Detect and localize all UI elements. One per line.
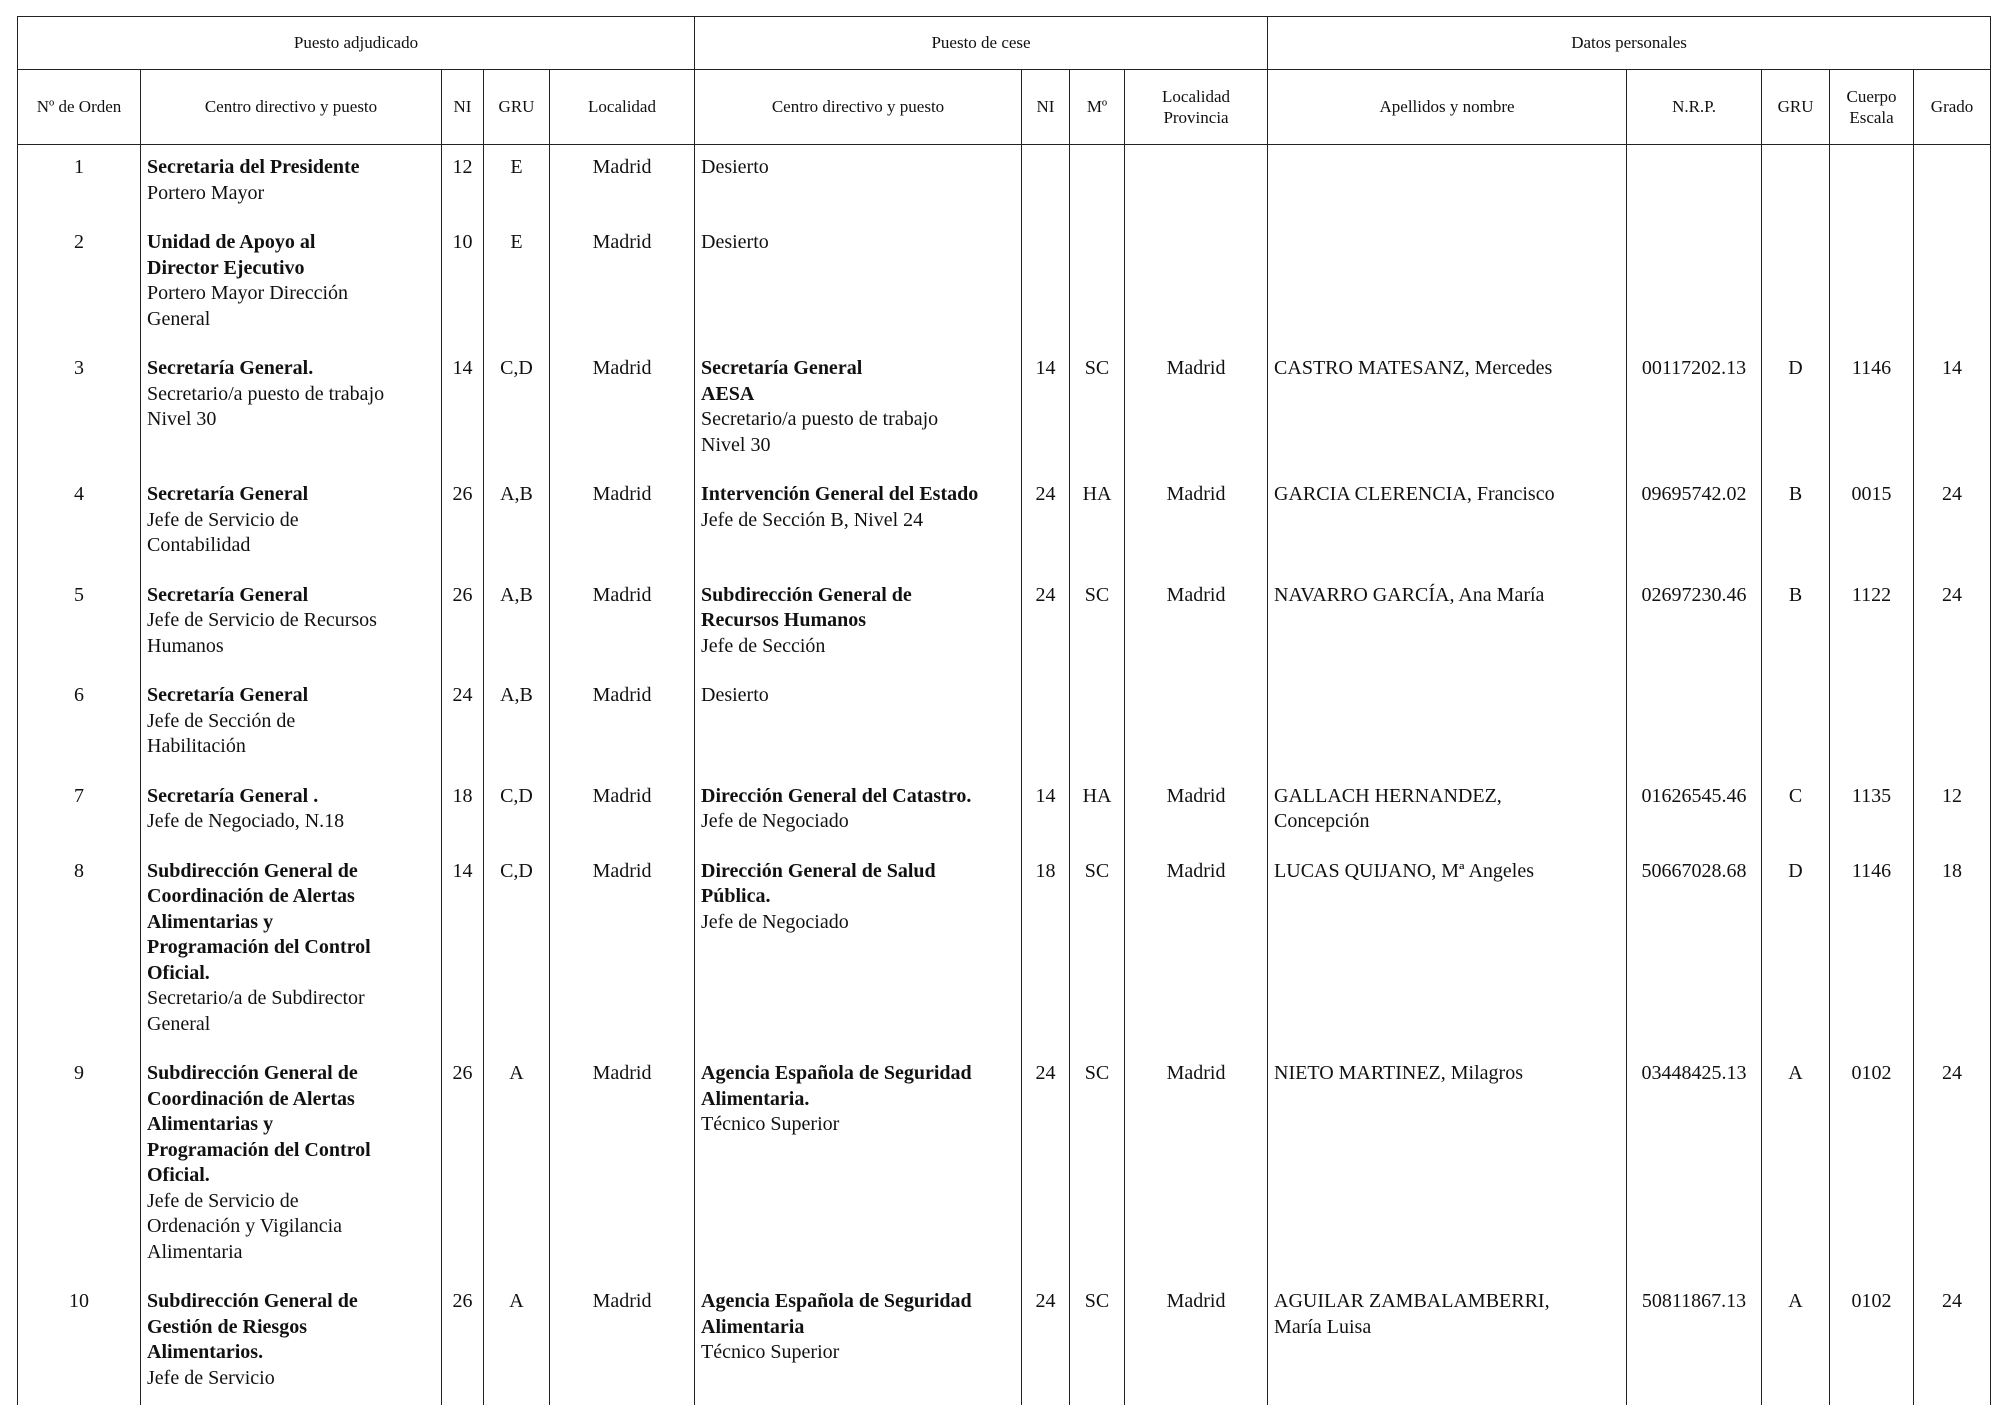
- cell-cese-localidad: Madrid: [1125, 1051, 1268, 1279]
- cell-cese-localidad: [1125, 145, 1268, 221]
- table-row: [18, 145, 1991, 221]
- adjudicado-unit-line: Secretaría General.: [147, 356, 437, 382]
- adjudicado-post-line: Jefe de Servicio de: [147, 508, 437, 534]
- cell-cese-ni: [1022, 220, 1070, 346]
- cell-ni: 26: [442, 1279, 484, 1405]
- cell-localidad: Madrid: [550, 220, 695, 346]
- col-cese-localidad: [1125, 70, 1268, 145]
- cell-apellidos: [1268, 573, 1627, 674]
- cell-ni: 18: [442, 774, 484, 849]
- cell-cese-ni: 18: [1022, 849, 1070, 1052]
- adjudicado-post-line: Jefe de Sección de: [147, 709, 437, 735]
- cell-nrp: 00117202.13: [1627, 346, 1762, 472]
- cell-cese-ni: [1022, 673, 1070, 774]
- cell-grado: 24: [1914, 1051, 1991, 1279]
- table-body: [18, 145, 1991, 1405]
- group-puesto-cese: Puesto de cese: [695, 17, 1268, 70]
- col-centro: Centro directivo y puesto: [141, 70, 442, 145]
- cell-orden: 1: [18, 145, 141, 221]
- cell-gru: A,B: [484, 573, 550, 674]
- cell-cese-centro: [695, 220, 1022, 346]
- cell-cese-ni: [1022, 145, 1070, 221]
- apellidos-line: GALLACH HERNANDEZ,: [1274, 784, 1622, 810]
- adjudicado-post-line: Jefe de Servicio de Recursos: [147, 608, 437, 634]
- adjudicado-post-line: Nivel 30: [147, 407, 437, 433]
- cell-personal-gru: D: [1762, 346, 1830, 472]
- cell-nrp: [1627, 145, 1762, 221]
- cell-orden: 3: [18, 346, 141, 472]
- cell-ni: 26: [442, 472, 484, 573]
- cese-post-line: Jefe de Negociado: [701, 910, 1017, 936]
- cell-apellidos: [1268, 346, 1627, 472]
- cese-unit-line: Alimentaria.: [701, 1087, 1017, 1113]
- adjudicado-unit-line: Secretaría General: [147, 482, 437, 508]
- cell-gru: A,B: [484, 673, 550, 774]
- table-row: [18, 1279, 1991, 1405]
- table-row: [18, 220, 1991, 346]
- cell-cese-ni: 24: [1022, 472, 1070, 573]
- adjudicado-post-line: Secretario/a de Subdirector: [147, 986, 437, 1012]
- col-cuerpo-line1: Cuerpo: [1830, 86, 1913, 107]
- cell-personal-gru: D: [1762, 849, 1830, 1052]
- cell-ni: 24: [442, 673, 484, 774]
- cell-cese-localidad: Madrid: [1125, 573, 1268, 674]
- adjudicado-unit-line: Alimentarias y: [147, 910, 437, 936]
- table-row: [18, 673, 1991, 774]
- col-cuerpo-line2: Escala: [1830, 107, 1913, 128]
- adjudicado-post-line: Humanos: [147, 634, 437, 660]
- cese-unit-line: AESA: [701, 382, 1017, 408]
- cell-cese-centro: [695, 145, 1022, 221]
- cell-cese-ni: 24: [1022, 573, 1070, 674]
- adjudicado-unit-line: Coordinación de Alertas: [147, 1087, 437, 1113]
- cese-post-line: Desierto: [701, 155, 1017, 181]
- cese-unit-line: Secretaría General: [701, 356, 1017, 382]
- col-gru: GRU: [484, 70, 550, 145]
- cell-grado: 18: [1914, 849, 1991, 1052]
- col-cese-localidad-line1: Localidad: [1125, 86, 1267, 107]
- col-ni: NI: [442, 70, 484, 145]
- adjudicado-unit-line: Coordinación de Alertas: [147, 884, 437, 910]
- cell-grado: 14: [1914, 346, 1991, 472]
- cell-nrp: 03448425.13: [1627, 1051, 1762, 1279]
- table-header: [18, 17, 1991, 145]
- apellidos-line: NIETO MARTINEZ, Milagros: [1274, 1061, 1622, 1087]
- cell-cese-m: SC: [1070, 849, 1125, 1052]
- adjudicado-post-line: General: [147, 1012, 437, 1038]
- cell-cuerpo: 1146: [1830, 346, 1914, 472]
- cell-ni: 12: [442, 145, 484, 221]
- cell-cese-m: HA: [1070, 774, 1125, 849]
- appointments-table: [17, 16, 1991, 1405]
- cell-personal-gru: C: [1762, 774, 1830, 849]
- col-nrp: N.R.P.: [1627, 70, 1762, 145]
- cese-unit-line: Dirección General del Catastro.: [701, 784, 1017, 810]
- adjudicado-unit-line: Secretaria del Presidente: [147, 155, 437, 181]
- cell-cese-centro: [695, 849, 1022, 1052]
- cell-nrp: 50667028.68: [1627, 849, 1762, 1052]
- cell-apellidos: [1268, 145, 1627, 221]
- table-row: [18, 849, 1991, 1052]
- cell-adjudicado-centro: [141, 220, 442, 346]
- cell-gru: C,D: [484, 346, 550, 472]
- cell-ni: 26: [442, 1051, 484, 1279]
- cese-unit-line: Subdirección General de: [701, 583, 1017, 609]
- cese-post-line: Desierto: [701, 230, 1017, 256]
- cell-grado: 24: [1914, 573, 1991, 674]
- cell-personal-gru: [1762, 673, 1830, 774]
- cell-grado: 24: [1914, 1279, 1991, 1405]
- cell-cuerpo: 0102: [1830, 1051, 1914, 1279]
- col-cese-localidad-line2: Provincia: [1125, 107, 1267, 128]
- cell-orden: 4: [18, 472, 141, 573]
- adjudicado-post-line: Portero Mayor: [147, 181, 437, 207]
- cell-cese-centro: [695, 573, 1022, 674]
- adjudicado-unit-line: Alimentarias y: [147, 1112, 437, 1138]
- adjudicado-post-line: Habilitación: [147, 734, 437, 760]
- col-grado: Grado: [1914, 70, 1991, 145]
- adjudicado-post-line: Alimentaria: [147, 1240, 437, 1266]
- adjudicado-unit-line: Subdirección General de: [147, 859, 437, 885]
- cell-apellidos: [1268, 1051, 1627, 1279]
- cell-adjudicado-centro: [141, 346, 442, 472]
- adjudicado-post-line: Secretario/a puesto de trabajo: [147, 382, 437, 408]
- adjudicado-unit-line: Director Ejecutivo: [147, 256, 437, 282]
- apellidos-line: María Luisa: [1274, 1315, 1622, 1341]
- cell-cuerpo: 1146: [1830, 849, 1914, 1052]
- cell-nrp: 50811867.13: [1627, 1279, 1762, 1405]
- col-cese-ni: NI: [1022, 70, 1070, 145]
- apellidos-line: AGUILAR ZAMBALAMBERRI,: [1274, 1289, 1622, 1315]
- apellidos-line: Concepción: [1274, 809, 1622, 835]
- cell-cese-centro: [695, 346, 1022, 472]
- cell-localidad: Madrid: [550, 1279, 695, 1405]
- cell-grado: 24: [1914, 472, 1991, 573]
- col-apellidos: Apellidos y nombre: [1268, 70, 1627, 145]
- col-cese-centro: Centro directivo y puesto: [695, 70, 1022, 145]
- cell-adjudicado-centro: [141, 673, 442, 774]
- cell-cuerpo: 0015: [1830, 472, 1914, 573]
- apellidos-line: GARCIA CLERENCIA, Francisco: [1274, 482, 1622, 508]
- col-cuerpo: [1830, 70, 1914, 145]
- cell-personal-gru: B: [1762, 573, 1830, 674]
- cell-grado: [1914, 220, 1991, 346]
- cell-adjudicado-centro: [141, 774, 442, 849]
- cell-apellidos: [1268, 673, 1627, 774]
- cell-cese-m: SC: [1070, 346, 1125, 472]
- cell-orden: 10: [18, 1279, 141, 1405]
- adjudicado-unit-line: Secretaría General: [147, 683, 437, 709]
- table-row: [18, 472, 1991, 573]
- col-personal-gru: GRU: [1762, 70, 1830, 145]
- cese-unit-line: Agencia Española de Seguridad: [701, 1061, 1017, 1087]
- cell-cuerpo: 1135: [1830, 774, 1914, 849]
- apellidos-line: CASTRO MATESANZ, Mercedes: [1274, 356, 1622, 382]
- group-header-row: [18, 17, 1991, 70]
- cell-gru: A: [484, 1051, 550, 1279]
- cell-cese-localidad: [1125, 220, 1268, 346]
- cese-post-line: Jefe de Sección: [701, 634, 1017, 660]
- cese-post-line: Desierto: [701, 683, 1017, 709]
- cell-cese-ni: 14: [1022, 346, 1070, 472]
- cese-post-line: Nivel 30: [701, 433, 1017, 459]
- cell-adjudicado-centro: [141, 145, 442, 221]
- cell-nrp: 01626545.46: [1627, 774, 1762, 849]
- cell-gru: A,B: [484, 472, 550, 573]
- cese-post-line: Técnico Superior: [701, 1112, 1017, 1138]
- cell-cese-centro: [695, 1051, 1022, 1279]
- cell-gru: A: [484, 1279, 550, 1405]
- cell-localidad: Madrid: [550, 673, 695, 774]
- cell-cese-centro: [695, 472, 1022, 573]
- cell-adjudicado-centro: [141, 1051, 442, 1279]
- cese-unit-line: Alimentaria: [701, 1315, 1017, 1341]
- cell-localidad: Madrid: [550, 774, 695, 849]
- table-row: [18, 573, 1991, 674]
- cell-grado: [1914, 673, 1991, 774]
- cell-cuerpo: [1830, 145, 1914, 221]
- cell-gru: C,D: [484, 774, 550, 849]
- col-localidad: Localidad: [550, 70, 695, 145]
- cell-gru: E: [484, 145, 550, 221]
- cell-cese-localidad: Madrid: [1125, 849, 1268, 1052]
- cell-cese-localidad: Madrid: [1125, 774, 1268, 849]
- cell-adjudicado-centro: [141, 849, 442, 1052]
- cell-adjudicado-centro: [141, 472, 442, 573]
- cell-apellidos: [1268, 1279, 1627, 1405]
- cell-cese-m: SC: [1070, 573, 1125, 674]
- cese-post-line: Técnico Superior: [701, 1340, 1017, 1366]
- cell-personal-gru: A: [1762, 1279, 1830, 1405]
- cese-unit-line: Recursos Humanos: [701, 608, 1017, 634]
- cell-cese-ni: 14: [1022, 774, 1070, 849]
- cell-nrp: [1627, 673, 1762, 774]
- cese-post-line: Secretario/a puesto de trabajo: [701, 407, 1017, 433]
- adjudicado-unit-line: Programación del Control: [147, 935, 437, 961]
- cell-cese-localidad: Madrid: [1125, 1279, 1268, 1405]
- cell-adjudicado-centro: [141, 573, 442, 674]
- cese-unit-line: Dirección General de Salud: [701, 859, 1017, 885]
- cese-post-line: Jefe de Sección B, Nivel 24: [701, 508, 1017, 534]
- cell-cuerpo: [1830, 220, 1914, 346]
- adjudicado-unit-line: Unidad de Apoyo al: [147, 230, 437, 256]
- cell-apellidos: [1268, 220, 1627, 346]
- group-datos-personales: Datos personales: [1268, 17, 1991, 70]
- cell-gru: C,D: [484, 849, 550, 1052]
- cell-orden: 6: [18, 673, 141, 774]
- cell-gru: E: [484, 220, 550, 346]
- cell-cese-ni: 24: [1022, 1051, 1070, 1279]
- adjudicado-unit-line: Subdirección General de: [147, 1061, 437, 1087]
- adjudicado-post-line: Contabilidad: [147, 533, 437, 559]
- col-orden: Nº de Orden: [18, 70, 141, 145]
- cell-cese-localidad: [1125, 673, 1268, 774]
- cell-ni: 14: [442, 849, 484, 1052]
- cell-localidad: Madrid: [550, 1051, 695, 1279]
- resolution-table-page: [17, 16, 1990, 1315]
- cell-cese-centro: [695, 673, 1022, 774]
- cell-ni: 26: [442, 573, 484, 674]
- adjudicado-post-line: Jefe de Servicio de: [147, 1189, 437, 1215]
- apellidos-line: NAVARRO GARCÍA, Ana María: [1274, 583, 1622, 609]
- cell-personal-gru: B: [1762, 472, 1830, 573]
- apellidos-line: LUCAS QUIJANO, Mª Angeles: [1274, 859, 1622, 885]
- column-header-row: [18, 70, 1991, 145]
- cell-personal-gru: [1762, 145, 1830, 221]
- adjudicado-post-line: Ordenación y Vigilancia: [147, 1214, 437, 1240]
- table-row: [18, 346, 1991, 472]
- adjudicado-unit-line: Oficial.: [147, 961, 437, 987]
- cell-orden: 2: [18, 220, 141, 346]
- adjudicado-unit-line: Secretaría General .: [147, 784, 437, 810]
- cell-orden: 8: [18, 849, 141, 1052]
- cell-cuerpo: [1830, 673, 1914, 774]
- cell-grado: 12: [1914, 774, 1991, 849]
- cell-localidad: Madrid: [550, 145, 695, 221]
- cell-grado: [1914, 145, 1991, 221]
- cell-cese-m: [1070, 673, 1125, 774]
- adjudicado-post-line: Jefe de Servicio: [147, 1366, 437, 1392]
- cell-orden: 9: [18, 1051, 141, 1279]
- cell-cese-localidad: Madrid: [1125, 346, 1268, 472]
- cese-unit-line: Intervención General del Estado: [701, 482, 1017, 508]
- cell-nrp: 02697230.46: [1627, 573, 1762, 674]
- cese-post-line: Jefe de Negociado: [701, 809, 1017, 835]
- cell-cuerpo: 1122: [1830, 573, 1914, 674]
- cell-personal-gru: A: [1762, 1051, 1830, 1279]
- cell-cese-ni: 24: [1022, 1279, 1070, 1405]
- cell-cuerpo: 0102: [1830, 1279, 1914, 1405]
- cell-nrp: [1627, 220, 1762, 346]
- cell-personal-gru: [1762, 220, 1830, 346]
- table-row: [18, 1051, 1991, 1279]
- cell-cese-m: SC: [1070, 1279, 1125, 1405]
- cell-localidad: Madrid: [550, 346, 695, 472]
- cell-nrp: 09695742.02: [1627, 472, 1762, 573]
- adjudicado-post-line: General: [147, 307, 437, 333]
- cell-cese-m: [1070, 220, 1125, 346]
- cell-cese-m: HA: [1070, 472, 1125, 573]
- adjudicado-unit-line: Programación del Control: [147, 1138, 437, 1164]
- adjudicado-post-line: Jefe de Negociado, N.18: [147, 809, 437, 835]
- adjudicado-unit-line: Gestión de Riesgos: [147, 1315, 437, 1341]
- cell-adjudicado-centro: [141, 1279, 442, 1405]
- cell-localidad: Madrid: [550, 472, 695, 573]
- cell-cese-m: SC: [1070, 1051, 1125, 1279]
- cell-localidad: Madrid: [550, 849, 695, 1052]
- cese-unit-line: Pública.: [701, 884, 1017, 910]
- cell-cese-centro: [695, 1279, 1022, 1405]
- cell-cese-centro: [695, 774, 1022, 849]
- cell-ni: 14: [442, 346, 484, 472]
- adjudicado-unit-line: Subdirección General de: [147, 1289, 437, 1315]
- cell-apellidos: [1268, 774, 1627, 849]
- cell-orden: 5: [18, 573, 141, 674]
- cese-unit-line: Agencia Española de Seguridad: [701, 1289, 1017, 1315]
- adjudicado-unit-line: Alimentarios.: [147, 1340, 437, 1366]
- adjudicado-unit-line: Oficial.: [147, 1163, 437, 1189]
- col-cese-m: Mº: [1070, 70, 1125, 145]
- cell-localidad: Madrid: [550, 573, 695, 674]
- cell-apellidos: [1268, 472, 1627, 573]
- adjudicado-unit-line: Secretaría General: [147, 583, 437, 609]
- cell-cese-m: [1070, 145, 1125, 221]
- group-puesto-adjudicado: Puesto adjudicado: [18, 17, 695, 70]
- cell-orden: 7: [18, 774, 141, 849]
- cell-apellidos: [1268, 849, 1627, 1052]
- table-row: [18, 774, 1991, 849]
- cell-cese-localidad: Madrid: [1125, 472, 1268, 573]
- adjudicado-post-line: Portero Mayor Dirección: [147, 281, 437, 307]
- cell-ni: 10: [442, 220, 484, 346]
